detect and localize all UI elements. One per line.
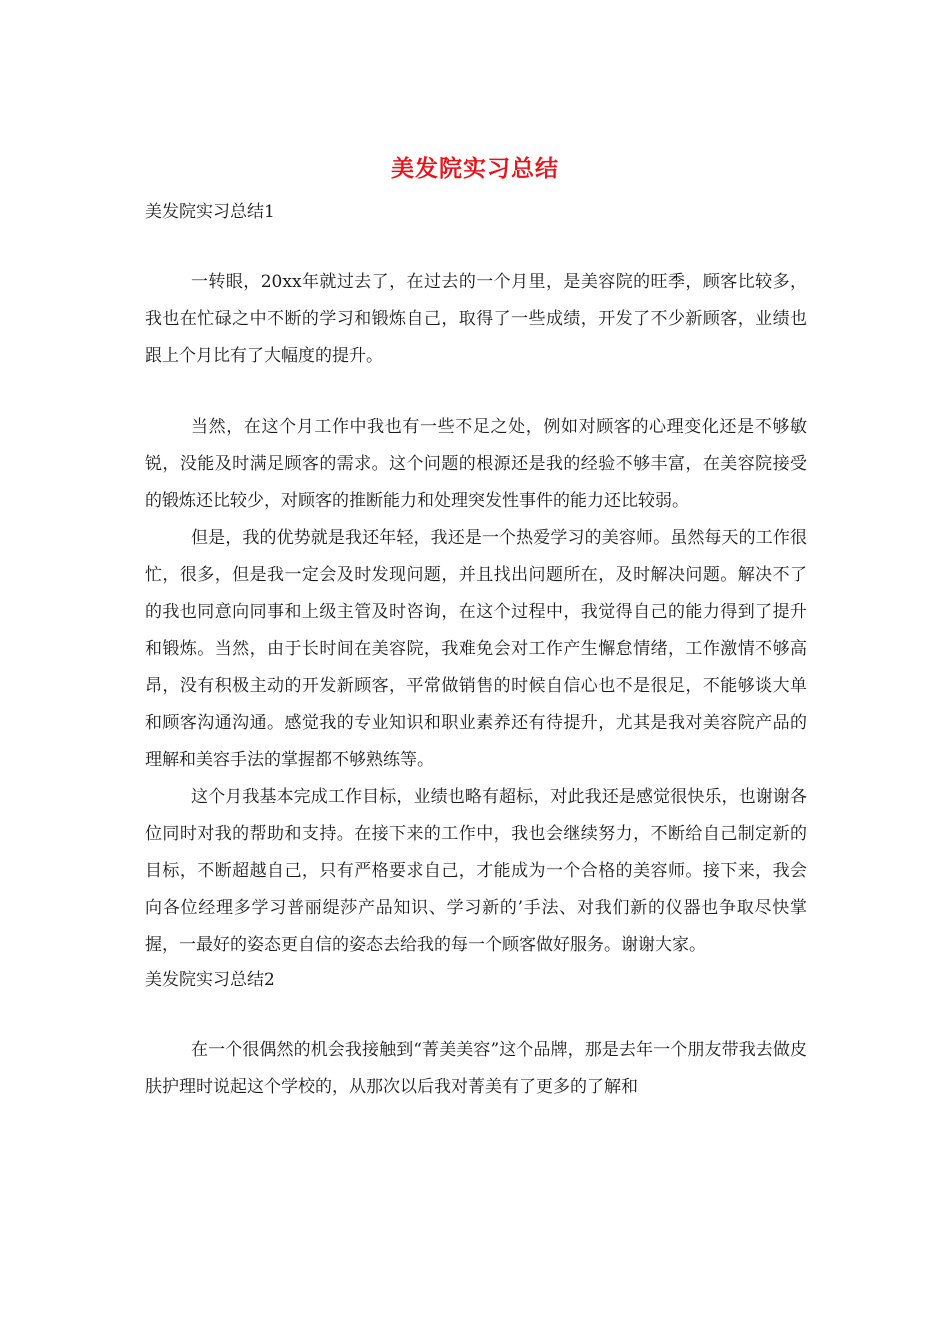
document-body bbox=[145, 196, 807, 1106]
paragraph: 在一个很偶然的机会我接触到“菁美美容”这个品牌，那是去年一个朋友带我去做皮肤护理时说起这个学校的，从那次以后我对菁美有了更多的了解和 bbox=[145, 1040, 807, 1097]
section-heading-2: 美发院实习总结2 bbox=[145, 970, 275, 990]
paragraph: 一转眼，20xx年就过去了，在过去的一个月里，是美容院的旺季，顾客比较多，我也在忙碌之中不断的学习和锻炼自己，取得了一些成绩，开发了不少新顾客，业绩也跟上个月比有了大幅度的提升。 bbox=[145, 272, 807, 366]
section-heading-1: 美发院实习总结1 bbox=[145, 202, 275, 222]
paragraph: 当然，在这个月工作中我也有一些不足之处，例如对顾客的心理变化还是不够敏锐，没能及时满足顾客的需求。这个问题的根源还是我的经验不够丰富，在美容院接受的锻炼还比较少，对顾客的推断能力和处理突发性事件的能力还比较弱。 bbox=[145, 417, 807, 511]
paragraph: 这个月我基本完成工作目标，业绩也略有超标，对此我还是感觉很快乐，也谢谢各位同时对我的帮助和支持。在接下来的工作中，我也会继续努力，不断给自己制定新的目标，不断超越自己，只有严格要求自己，才能成为一个合格的美容师。接下来，我会向各位经理多学习普丽缇莎产品知识、学习新的’手法、对我们新的仪器也争取尽快掌握，一最好的姿态更自信的姿态去给我的每一个顾客做好服务。谢谢大家。 bbox=[145, 787, 807, 955]
document-title: 美发院实习总结 bbox=[391, 155, 559, 182]
paragraph: 但是，我的优势就是我还年轻，我还是一个热爱学习的美容师。虽然每天的工作很忙，很多，但是我一定会及时发现问题，并且找出问题所在，及时解决问题。解决不了的我也同意向同事和上级主管及时咨询，在这个过程中，我觉得自己的能力得到了提升和锻炼。当然，由于长时间在美容院，我难免会对工作产生懈怠情绪，工作激情不够高昂，没有积极主动的开发新顾客，平常做销售的时候自信心也不是很足，不能够谈大单和顾客沟通沟通。感觉我的专业知识和职业素养还有待提升，尤其是我对美容院产品的理解和美容手法的掌握都不够熟练等。 bbox=[145, 528, 807, 770]
